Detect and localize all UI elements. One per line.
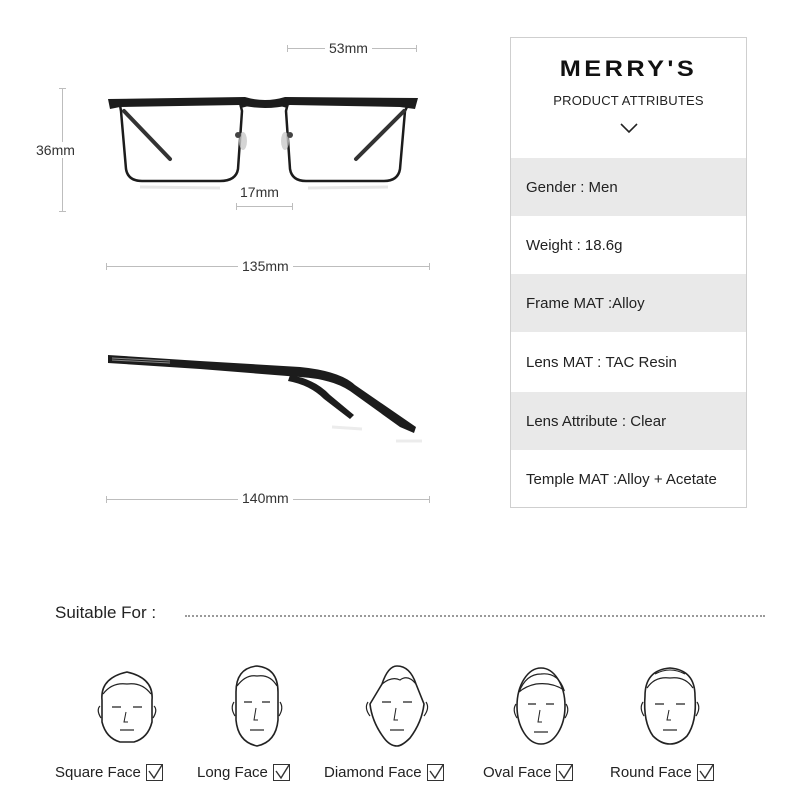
face-label-oval — [483, 764, 573, 781]
lens-width-tick-right — [416, 45, 417, 52]
face-label-diamond — [324, 764, 444, 781]
square-face-icon — [82, 660, 172, 750]
attr-value: Alloy — [612, 294, 645, 312]
attr-label: Lens Attribute : — [526, 412, 627, 430]
long-face-icon — [212, 660, 302, 750]
product-attributes-card — [510, 37, 747, 508]
attr-label: Weight : — [526, 236, 581, 254]
frame-width-tick-left — [106, 263, 107, 270]
face-label-long — [197, 764, 290, 781]
attr-row-frame-mat — [511, 274, 746, 332]
suitable-for-title: Suitable For : — [55, 603, 157, 622]
attr-label: Lens MAT : — [526, 353, 602, 371]
bridge-label: 17mm — [236, 184, 283, 200]
diamond-face-icon — [352, 660, 442, 750]
attr-row-temple-mat — [511, 450, 746, 508]
face-label-text: Square Face — [55, 764, 141, 781]
bridge-line — [236, 206, 293, 207]
lens-height-label: 36mm — [32, 142, 79, 158]
attr-row-lens-mat — [511, 333, 746, 391]
frame-width-label: 135mm — [238, 258, 293, 274]
face-label-text: Long Face — [197, 764, 268, 781]
face-label-text: Oval Face — [483, 764, 552, 781]
attr-label: Temple MAT : — [526, 470, 618, 488]
face-label-text: Diamond Face — [324, 764, 422, 781]
attr-row-lens-attribute — [511, 392, 746, 450]
glasses-front-view — [100, 85, 430, 195]
dotted-divider — [185, 615, 765, 617]
lens-height-tick-top — [59, 88, 66, 89]
checkbox-checked-icon — [273, 764, 290, 781]
lens-width-label: 53mm — [325, 40, 372, 56]
attr-row-weight — [511, 216, 746, 274]
attr-value: Clear — [630, 412, 667, 430]
attr-value: TAC Resin — [605, 353, 677, 371]
attr-value: Men — [588, 178, 618, 196]
checkbox-checked-icon — [697, 764, 714, 781]
checkbox-checked-icon — [556, 764, 573, 781]
oval-face-icon — [496, 660, 586, 750]
glasses-side-view — [100, 345, 430, 455]
face-label-text: Round Face — [610, 764, 692, 781]
temple-length-tick-left — [106, 496, 107, 503]
checkbox-checked-icon — [146, 764, 163, 781]
lens-width-tick-left — [287, 45, 288, 52]
attr-value: Alloy + Acetate — [617, 470, 717, 488]
attr-row-gender — [511, 158, 746, 216]
face-label-square — [55, 764, 163, 781]
bridge-tick-left — [236, 203, 237, 210]
chevron-down-icon — [619, 122, 639, 134]
temple-length-tick-right — [429, 496, 430, 503]
round-face-icon — [625, 660, 715, 750]
checkbox-checked-icon — [427, 764, 444, 781]
frame-width-tick-right — [429, 263, 430, 270]
card-subtitle: PRODUCT ATTRIBUTES — [553, 93, 704, 108]
lens-height-tick-bottom — [59, 211, 66, 212]
attr-label: Frame MAT : — [526, 294, 613, 312]
brand-logo: MERRY'S — [559, 56, 698, 81]
attr-value: 18.6g — [584, 236, 623, 254]
bridge-tick-right — [292, 203, 293, 210]
attr-label: Gender : — [526, 178, 585, 196]
face-label-round — [610, 764, 714, 781]
temple-length-label: 140mm — [238, 490, 293, 506]
